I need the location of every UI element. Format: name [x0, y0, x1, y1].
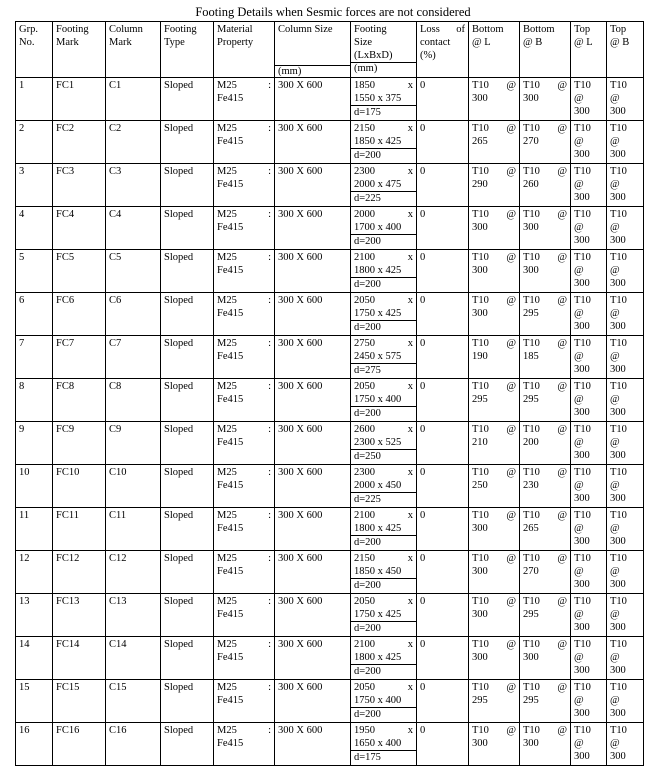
cell-column-mark: C10 [106, 465, 161, 508]
cell-column-mark: C15 [106, 680, 161, 723]
cell-column-mark: C13 [106, 594, 161, 637]
cell-footing-size: 2000 x 1700 x 400 d=200 [351, 207, 417, 250]
header-top-b: Top @ B [607, 22, 644, 78]
cell-bottom-b: T10 @ 265 [520, 508, 571, 551]
cell-loss-of-contact: 0 [417, 723, 469, 766]
cell-loss-of-contact: 0 [417, 121, 469, 164]
column-size-unit: (mm) [275, 65, 350, 77]
cell-top-l: T10 @ 300 [571, 250, 607, 293]
cell-loss-of-contact: 0 [417, 680, 469, 723]
cell-column-mark: C12 [106, 551, 161, 594]
table-row [16, 723, 644, 766]
cell-column-mark: C7 [106, 336, 161, 379]
cell-top-l: T10 @ 300 [571, 680, 607, 723]
cell-top-b: T10 @ 300 [607, 207, 644, 250]
cell-footing-size: 2050 x 1750 x 400 d=200 [351, 680, 417, 723]
cell-top-b: T10 @ 300 [607, 508, 644, 551]
cell-footing-type: Sloped [161, 680, 214, 723]
cell-bottom-b: T10 @ 230 [520, 465, 571, 508]
cell-top-b: T10 @ 300 [607, 680, 644, 723]
header-footing-mark: Footing Mark [53, 22, 106, 78]
cell-bottom-b: T10 @ 300 [520, 207, 571, 250]
cell-bottom-b: T10 @ 185 [520, 336, 571, 379]
footing-details-table [15, 21, 644, 766]
cell-bottom-l: T10 @ 300 [469, 207, 520, 250]
cell-column-mark: C9 [106, 422, 161, 465]
table-row [16, 594, 644, 637]
table-row [16, 379, 644, 422]
table-row [16, 250, 644, 293]
footing-size-unit: (mm) [351, 62, 416, 74]
cell-top-b: T10 @ 300 [607, 78, 644, 121]
cell-material-property: M25 : Fe415 [214, 422, 275, 465]
cell-top-b: T10 @ 300 [607, 336, 644, 379]
table-row [16, 336, 644, 379]
cell-bottom-b: T10 @ 270 [520, 121, 571, 164]
cell-top-l: T10 @ 300 [571, 508, 607, 551]
cell-column-mark: C16 [106, 723, 161, 766]
cell-grp-no: 12 [16, 551, 53, 594]
cell-grp-no: 7 [16, 336, 53, 379]
header-loss-of-contact: Loss of contact (%) [417, 22, 469, 78]
cell-bottom-b: T10 @ 300 [520, 78, 571, 121]
cell-footing-type: Sloped [161, 207, 214, 250]
cell-loss-of-contact: 0 [417, 508, 469, 551]
cell-footing-type: Sloped [161, 637, 214, 680]
table-row [16, 465, 644, 508]
cell-grp-no: 4 [16, 207, 53, 250]
cell-bottom-b: T10 @ 295 [520, 379, 571, 422]
cell-material-property: M25 : Fe415 [214, 207, 275, 250]
cell-bottom-l: T10 @ 300 [469, 551, 520, 594]
cell-material-property: M25 : Fe415 [214, 680, 275, 723]
cell-column-mark: C8 [106, 379, 161, 422]
table-body [16, 78, 644, 766]
cell-grp-no: 6 [16, 293, 53, 336]
cell-top-l: T10 @ 300 [571, 78, 607, 121]
cell-loss-of-contact: 0 [417, 164, 469, 207]
cell-bottom-l: T10 @ 190 [469, 336, 520, 379]
cell-footing-mark: FC15 [53, 680, 106, 723]
cell-grp-no: 9 [16, 422, 53, 465]
cell-footing-mark: FC13 [53, 594, 106, 637]
cell-footing-type: Sloped [161, 723, 214, 766]
cell-material-property: M25 : Fe415 [214, 723, 275, 766]
cell-column-size: 300 X 600 [275, 465, 351, 508]
cell-material-property: M25 : Fe415 [214, 594, 275, 637]
cell-top-b: T10 @ 300 [607, 121, 644, 164]
cell-footing-size: 2050 x 1750 x 400 d=200 [351, 379, 417, 422]
cell-footing-type: Sloped [161, 594, 214, 637]
cell-top-l: T10 @ 300 [571, 465, 607, 508]
cell-top-b: T10 @ 300 [607, 465, 644, 508]
cell-top-l: T10 @ 300 [571, 594, 607, 637]
cell-bottom-l: T10 @ 210 [469, 422, 520, 465]
cell-grp-no: 8 [16, 379, 53, 422]
cell-footing-type: Sloped [161, 250, 214, 293]
header-row [16, 22, 644, 78]
cell-top-l: T10 @ 300 [571, 336, 607, 379]
cell-footing-mark: FC2 [53, 121, 106, 164]
cell-footing-mark: FC10 [53, 465, 106, 508]
table-row [16, 508, 644, 551]
cell-material-property: M25 : Fe415 [214, 250, 275, 293]
header-column-mark: Column Mark [106, 22, 161, 78]
cell-grp-no: 11 [16, 508, 53, 551]
cell-column-size: 300 X 600 [275, 680, 351, 723]
cell-column-size: 300 X 600 [275, 422, 351, 465]
cell-grp-no: 16 [16, 723, 53, 766]
cell-footing-size: 2300 x 2000 x 450 d=225 [351, 465, 417, 508]
cell-footing-mark: FC1 [53, 78, 106, 121]
cell-loss-of-contact: 0 [417, 207, 469, 250]
cell-grp-no: 5 [16, 250, 53, 293]
cell-top-l: T10 @ 300 [571, 164, 607, 207]
cell-loss-of-contact: 0 [417, 250, 469, 293]
header-column-size: Column Size (mm) [275, 22, 351, 78]
cell-grp-no: 13 [16, 594, 53, 637]
cell-column-mark: C11 [106, 508, 161, 551]
cell-material-property: M25 : Fe415 [214, 78, 275, 121]
cell-bottom-l: T10 @ 300 [469, 594, 520, 637]
cell-footing-size: 1850 x 1550 x 375 d=175 [351, 78, 417, 121]
header-footing-size: Footing Size (LxBxD) (mm) [351, 22, 417, 78]
cell-loss-of-contact: 0 [417, 379, 469, 422]
cell-top-b: T10 @ 300 [607, 723, 644, 766]
cell-bottom-b: T10 @ 295 [520, 680, 571, 723]
table-row [16, 422, 644, 465]
cell-material-property: M25 : Fe415 [214, 336, 275, 379]
cell-footing-mark: FC5 [53, 250, 106, 293]
cell-top-b: T10 @ 300 [607, 164, 644, 207]
cell-column-size: 300 X 600 [275, 723, 351, 766]
cell-footing-mark: FC7 [53, 336, 106, 379]
cell-column-size: 300 X 600 [275, 594, 351, 637]
cell-footing-size: 2100 x 1800 x 425 d=200 [351, 637, 417, 680]
cell-footing-type: Sloped [161, 465, 214, 508]
cell-bottom-l: T10 @ 295 [469, 379, 520, 422]
cell-footing-size: 2050 x 1750 x 425 d=200 [351, 293, 417, 336]
cell-footing-size: 2300 x 2000 x 475 d=225 [351, 164, 417, 207]
header-footing-type: Footing Type [161, 22, 214, 78]
cell-bottom-l: T10 @ 265 [469, 121, 520, 164]
cell-material-property: M25 : Fe415 [214, 508, 275, 551]
cell-grp-no: 15 [16, 680, 53, 723]
cell-top-b: T10 @ 300 [607, 250, 644, 293]
cell-bottom-l: T10 @ 295 [469, 680, 520, 723]
cell-footing-type: Sloped [161, 336, 214, 379]
cell-material-property: M25 : Fe415 [214, 293, 275, 336]
cell-top-b: T10 @ 300 [607, 422, 644, 465]
cell-bottom-l: T10 @ 290 [469, 164, 520, 207]
cell-loss-of-contact: 0 [417, 293, 469, 336]
cell-top-b: T10 @ 300 [607, 637, 644, 680]
cell-column-size: 300 X 600 [275, 551, 351, 594]
cell-top-l: T10 @ 300 [571, 121, 607, 164]
cell-bottom-l: T10 @ 300 [469, 637, 520, 680]
cell-top-l: T10 @ 300 [571, 293, 607, 336]
cell-grp-no: 14 [16, 637, 53, 680]
cell-bottom-b: T10 @ 200 [520, 422, 571, 465]
cell-loss-of-contact: 0 [417, 637, 469, 680]
cell-column-size: 300 X 600 [275, 336, 351, 379]
cell-bottom-l: T10 @ 300 [469, 250, 520, 293]
cell-top-l: T10 @ 300 [571, 207, 607, 250]
cell-bottom-l: T10 @ 300 [469, 508, 520, 551]
cell-material-property: M25 : Fe415 [214, 465, 275, 508]
cell-top-l: T10 @ 300 [571, 551, 607, 594]
cell-loss-of-contact: 0 [417, 465, 469, 508]
cell-column-size: 300 X 600 [275, 508, 351, 551]
cell-column-mark: C3 [106, 164, 161, 207]
cell-material-property: M25 : Fe415 [214, 121, 275, 164]
cell-loss-of-contact: 0 [417, 78, 469, 121]
table-title: Footing Details when Sesmic forces are not considered [195, 5, 471, 19]
cell-loss-of-contact: 0 [417, 336, 469, 379]
cell-footing-mark: FC14 [53, 637, 106, 680]
cell-footing-size: 1950 x 1650 x 400 d=175 [351, 723, 417, 766]
cell-bottom-l: T10 @ 300 [469, 78, 520, 121]
cell-column-size: 300 X 600 [275, 637, 351, 680]
table-row [16, 78, 644, 121]
cell-top-b: T10 @ 300 [607, 379, 644, 422]
cell-column-size: 300 X 600 [275, 207, 351, 250]
cell-bottom-b: T10 @ 260 [520, 164, 571, 207]
cell-footing-size: 2600 x 2300 x 525 d=250 [351, 422, 417, 465]
cell-footing-type: Sloped [161, 551, 214, 594]
header-bottom-b: Bottom @ B [520, 22, 571, 78]
table-row [16, 207, 644, 250]
cell-footing-mark: FC11 [53, 508, 106, 551]
cell-column-size: 300 X 600 [275, 78, 351, 121]
cell-top-l: T10 @ 300 [571, 422, 607, 465]
table-row [16, 121, 644, 164]
table-row [16, 637, 644, 680]
cell-footing-type: Sloped [161, 78, 214, 121]
table-row [16, 164, 644, 207]
header-grp-no: Grp. No. [16, 22, 53, 78]
cell-loss-of-contact: 0 [417, 551, 469, 594]
cell-footing-mark: FC12 [53, 551, 106, 594]
cell-material-property: M25 : Fe415 [214, 637, 275, 680]
cell-top-l: T10 @ 300 [571, 379, 607, 422]
cell-top-b: T10 @ 300 [607, 594, 644, 637]
cell-column-size: 300 X 600 [275, 164, 351, 207]
header-bottom-l: Bottom @ L [469, 22, 520, 78]
cell-column-mark: C4 [106, 207, 161, 250]
cell-footing-mark: FC3 [53, 164, 106, 207]
cell-footing-size: 2150 x 1850 x 425 d=200 [351, 121, 417, 164]
cell-footing-mark: FC8 [53, 379, 106, 422]
cell-grp-no: 3 [16, 164, 53, 207]
cell-footing-type: Sloped [161, 422, 214, 465]
cell-footing-mark: FC6 [53, 293, 106, 336]
cell-footing-size: 2050 x 1750 x 425 d=200 [351, 594, 417, 637]
cell-column-size: 300 X 600 [275, 293, 351, 336]
cell-column-size: 300 X 600 [275, 379, 351, 422]
cell-column-mark: C1 [106, 78, 161, 121]
cell-footing-type: Sloped [161, 508, 214, 551]
cell-footing-mark: FC16 [53, 723, 106, 766]
cell-bottom-b: T10 @ 295 [520, 594, 571, 637]
cell-footing-size: 2750 x 2450 x 575 d=275 [351, 336, 417, 379]
cell-bottom-l: T10 @ 300 [469, 723, 520, 766]
cell-footing-type: Sloped [161, 121, 214, 164]
cell-column-mark: C14 [106, 637, 161, 680]
cell-column-size: 300 X 600 [275, 250, 351, 293]
header-top-l: Top @ L [571, 22, 607, 78]
cell-material-property: M25 : Fe415 [214, 379, 275, 422]
cell-bottom-l: T10 @ 300 [469, 293, 520, 336]
cell-column-mark: C5 [106, 250, 161, 293]
cell-material-property: M25 : Fe415 [214, 164, 275, 207]
cell-footing-type: Sloped [161, 379, 214, 422]
cell-footing-size: 2100 x 1800 x 425 d=200 [351, 250, 417, 293]
cell-bottom-b: T10 @ 270 [520, 551, 571, 594]
cell-top-l: T10 @ 300 [571, 723, 607, 766]
cell-footing-type: Sloped [161, 293, 214, 336]
cell-bottom-l: T10 @ 250 [469, 465, 520, 508]
cell-loss-of-contact: 0 [417, 594, 469, 637]
table-row [16, 680, 644, 723]
cell-footing-mark: FC4 [53, 207, 106, 250]
cell-grp-no: 2 [16, 121, 53, 164]
cell-column-mark: C2 [106, 121, 161, 164]
cell-grp-no: 1 [16, 78, 53, 121]
cell-bottom-b: T10 @ 300 [520, 723, 571, 766]
cell-top-l: T10 @ 300 [571, 637, 607, 680]
cell-grp-no: 10 [16, 465, 53, 508]
table-row [16, 551, 644, 594]
cell-loss-of-contact: 0 [417, 422, 469, 465]
header-material-property: Material Property [214, 22, 275, 78]
cell-bottom-b: T10 @ 295 [520, 293, 571, 336]
cell-footing-size: 2150 x 1850 x 450 d=200 [351, 551, 417, 594]
cell-footing-type: Sloped [161, 164, 214, 207]
cell-footing-mark: FC9 [53, 422, 106, 465]
cell-column-mark: C6 [106, 293, 161, 336]
table-row [16, 293, 644, 336]
cell-bottom-b: T10 @ 300 [520, 637, 571, 680]
cell-material-property: M25 : Fe415 [214, 551, 275, 594]
cell-footing-size: 2100 x 1800 x 425 d=200 [351, 508, 417, 551]
cell-top-b: T10 @ 300 [607, 551, 644, 594]
cell-top-b: T10 @ 300 [607, 293, 644, 336]
cell-column-size: 300 X 600 [275, 121, 351, 164]
cell-bottom-b: T10 @ 300 [520, 250, 571, 293]
